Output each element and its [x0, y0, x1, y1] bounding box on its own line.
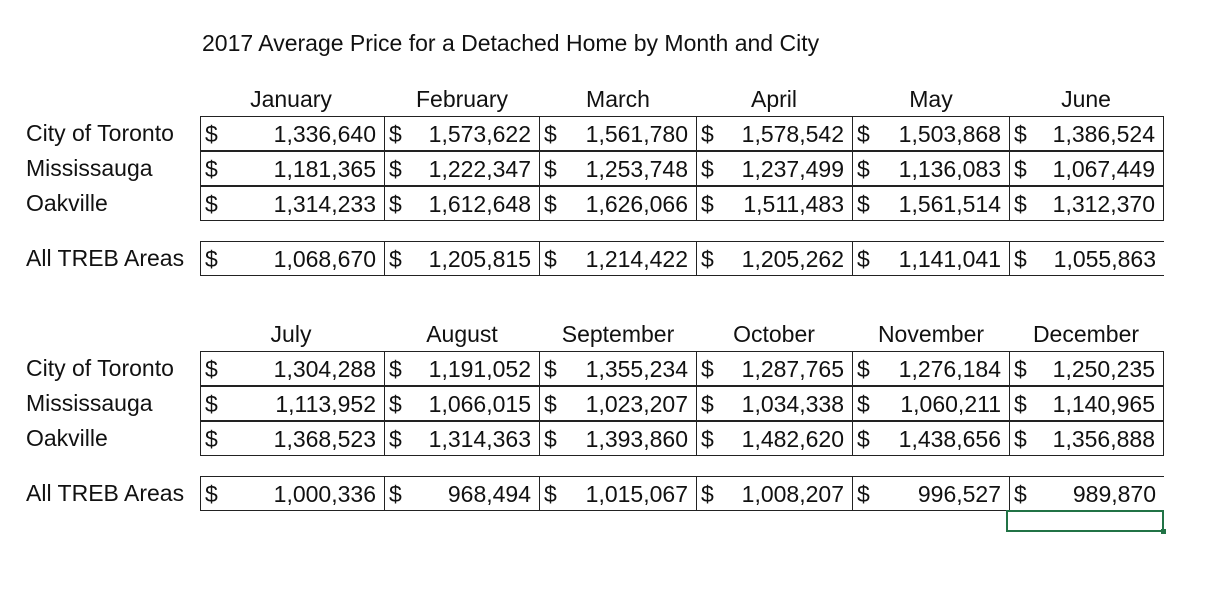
city-row-cell[interactable]	[697, 186, 853, 221]
city-row-cell[interactable]	[385, 421, 540, 456]
month-header: January	[250, 86, 332, 112]
price-value: 1,386,524	[1052, 121, 1155, 147]
city-row-cell[interactable]	[853, 151, 1010, 186]
currency-symbol: $	[701, 156, 714, 182]
currency-symbol: $	[857, 191, 870, 217]
total-row-cell[interactable]	[853, 476, 1010, 511]
currency-symbol: $	[205, 391, 218, 417]
currency-symbol: $	[701, 391, 714, 417]
price-value: 1,222,347	[428, 156, 531, 182]
currency-symbol: $	[205, 356, 218, 382]
price-value: 1,561,780	[585, 121, 688, 147]
currency-symbol: $	[857, 156, 870, 182]
city-row-cell[interactable]	[1010, 151, 1164, 186]
city-row-cell[interactable]	[853, 116, 1010, 151]
currency-symbol: $	[389, 426, 402, 452]
price-value: 1,355,234	[585, 356, 688, 382]
currency-symbol: $	[857, 121, 870, 147]
total-row-cell[interactable]	[540, 476, 697, 511]
currency-symbol: $	[857, 481, 870, 507]
price-value: 1,034,338	[741, 391, 844, 417]
currency-symbol: $	[857, 246, 870, 272]
price-value: 1,573,622	[428, 121, 531, 147]
price-value: 968,494	[447, 481, 531, 507]
month-header: November	[877, 321, 985, 347]
month-header: December	[1032, 321, 1140, 347]
month-header: August	[426, 321, 498, 347]
price-value: 1,067,449	[1052, 156, 1155, 182]
price-value: 1,237,499	[741, 156, 844, 182]
total-row-cell[interactable]	[1010, 476, 1164, 511]
city-row-cell[interactable]	[853, 351, 1010, 386]
currency-symbol: $	[857, 391, 870, 417]
price-value: 1,113,952	[275, 391, 376, 417]
city-row-cell[interactable]	[385, 386, 540, 421]
currency-symbol: $	[701, 191, 714, 217]
price-value: 1,060,211	[900, 391, 1001, 417]
currency-symbol: $	[857, 426, 870, 452]
city-row-cell[interactable]	[697, 351, 853, 386]
month-header: April	[750, 86, 798, 112]
currency-symbol: $	[205, 426, 218, 452]
price-value: 1,511,483	[743, 191, 844, 217]
total-row-cell[interactable]	[697, 241, 853, 276]
currency-symbol: $	[701, 246, 714, 272]
currency-symbol: $	[1014, 121, 1027, 147]
currency-symbol: $	[544, 391, 557, 417]
city-row-label: City of Toronto	[26, 120, 174, 146]
currency-symbol: $	[389, 246, 402, 272]
price-table	[0, 86, 1224, 281]
city-row-cell[interactable]	[853, 386, 1010, 421]
currency-symbol: $	[389, 191, 402, 217]
price-value: 1,626,066	[585, 191, 688, 217]
price-value: 1,015,067	[585, 481, 688, 507]
currency-symbol: $	[701, 426, 714, 452]
currency-symbol: $	[389, 391, 402, 417]
month-header: May	[909, 86, 953, 112]
city-row-label: Oakville	[26, 425, 108, 451]
total-row-cell[interactable]	[1010, 241, 1164, 276]
price-value: 1,578,542	[741, 121, 844, 147]
currency-symbol: $	[544, 481, 557, 507]
currency-symbol: $	[389, 156, 402, 182]
currency-symbol: $	[544, 121, 557, 147]
price-value: 1,503,868	[898, 121, 1001, 147]
city-row-cell[interactable]	[385, 116, 540, 151]
price-value: 1,140,965	[1052, 391, 1155, 417]
price-value: 1,561,514	[898, 191, 1001, 217]
city-row-cell[interactable]	[1010, 351, 1164, 386]
price-value: 1,205,815	[428, 246, 531, 272]
price-value: 1,023,207	[585, 391, 688, 417]
city-row-cell[interactable]	[540, 151, 697, 186]
price-value: 1,141,041	[898, 246, 1001, 272]
month-header: March	[586, 86, 650, 112]
currency-symbol: $	[389, 356, 402, 382]
price-value: 989,870	[1072, 481, 1156, 507]
currency-symbol: $	[544, 191, 557, 217]
price-value: 1,214,422	[585, 246, 688, 272]
city-row-label: City of Toronto	[26, 355, 174, 381]
price-value: 1,276,184	[898, 356, 1001, 382]
total-row-cell[interactable]	[200, 476, 385, 511]
city-row-cell[interactable]	[1010, 116, 1164, 151]
currency-symbol: $	[389, 121, 402, 147]
city-row-cell[interactable]	[385, 151, 540, 186]
price-value: 996,527	[917, 481, 1001, 507]
month-header: June	[1061, 86, 1111, 112]
city-row-cell[interactable]	[1010, 421, 1164, 456]
price-value: 1,482,620	[741, 426, 844, 452]
city-row-cell[interactable]	[200, 351, 385, 386]
total-row-label: All TREB Areas	[26, 480, 185, 506]
price-value: 1,068,670	[273, 246, 376, 272]
total-row-cell[interactable]	[385, 241, 540, 276]
city-row-cell[interactable]	[385, 186, 540, 221]
price-value: 1,250,235	[1052, 356, 1155, 382]
price-value: 1,368,523	[273, 426, 376, 452]
total-row-cell[interactable]	[385, 476, 540, 511]
currency-symbol: $	[205, 246, 218, 272]
selected-cell[interactable]	[1006, 510, 1164, 532]
currency-symbol: $	[1014, 426, 1027, 452]
city-row-cell[interactable]	[697, 151, 853, 186]
price-value: 1,253,748	[585, 156, 688, 182]
city-row-cell[interactable]	[697, 421, 853, 456]
total-row-cell[interactable]	[697, 476, 853, 511]
currency-symbol: $	[1014, 156, 1027, 182]
currency-symbol: $	[389, 481, 402, 507]
city-row-cell[interactable]	[1010, 386, 1164, 421]
price-value: 1,136,083	[898, 156, 1001, 182]
currency-symbol: $	[701, 356, 714, 382]
currency-symbol: $	[1014, 191, 1027, 217]
price-value: 1,356,888	[1052, 426, 1155, 452]
price-value: 1,304,288	[273, 356, 376, 382]
city-row-label: Mississauga	[26, 155, 153, 181]
city-row-cell[interactable]	[200, 386, 385, 421]
total-row-cell[interactable]	[853, 241, 1010, 276]
price-value: 1,612,648	[428, 191, 531, 217]
total-row-label: All TREB Areas	[26, 245, 185, 271]
currency-symbol: $	[1014, 356, 1027, 382]
price-value: 1,205,262	[741, 246, 844, 272]
currency-symbol: $	[544, 156, 557, 182]
currency-symbol: $	[1014, 481, 1027, 507]
city-row-cell[interactable]	[385, 351, 540, 386]
currency-symbol: $	[205, 121, 218, 147]
currency-symbol: $	[857, 356, 870, 382]
month-header: July	[270, 321, 312, 347]
city-row-cell[interactable]	[540, 421, 697, 456]
city-row-cell[interactable]	[200, 421, 385, 456]
city-row-cell[interactable]	[1010, 186, 1164, 221]
price-value: 1,312,370	[1052, 191, 1155, 217]
city-row-cell[interactable]	[697, 116, 853, 151]
city-row-cell[interactable]	[200, 151, 385, 186]
price-value: 1,314,363	[428, 426, 531, 452]
price-value: 1,181,365	[273, 156, 376, 182]
currency-symbol: $	[701, 481, 714, 507]
price-value: 1,000,336	[273, 481, 376, 507]
city-row-cell[interactable]	[697, 386, 853, 421]
currency-symbol: $	[544, 356, 557, 382]
currency-symbol: $	[544, 246, 557, 272]
currency-symbol: $	[205, 191, 218, 217]
city-row-cell[interactable]	[540, 116, 697, 151]
price-value: 1,055,863	[1053, 246, 1156, 272]
currency-symbol: $	[1014, 246, 1027, 272]
price-value: 1,314,233	[273, 191, 376, 217]
city-row-label: Mississauga	[26, 390, 153, 416]
total-row-cell[interactable]	[540, 241, 697, 276]
sheet-title: 2017 Average Price for a Detached Home by Month and City	[202, 30, 820, 56]
price-value: 1,336,640	[273, 121, 376, 147]
price-table	[0, 321, 1224, 516]
total-row-cell[interactable]	[200, 241, 385, 276]
month-header: September	[561, 321, 675, 347]
currency-symbol: $	[1014, 391, 1027, 417]
price-value: 1,066,015	[428, 391, 531, 417]
city-row-cell[interactable]	[540, 386, 697, 421]
currency-symbol: $	[205, 156, 218, 182]
city-row-cell[interactable]	[853, 421, 1010, 456]
currency-symbol: $	[544, 426, 557, 452]
city-row-cell[interactable]	[200, 186, 385, 221]
city-row-cell[interactable]	[540, 351, 697, 386]
price-value: 1,393,860	[585, 426, 688, 452]
city-row-label: Oakville	[26, 190, 108, 216]
city-row-cell[interactable]	[853, 186, 1010, 221]
month-header: February	[415, 86, 509, 112]
currency-symbol: $	[701, 121, 714, 147]
city-row-cell[interactable]	[540, 186, 697, 221]
month-header: October	[733, 321, 815, 347]
price-value: 1,191,052	[428, 356, 531, 382]
price-value: 1,287,765	[741, 356, 844, 382]
city-row-cell[interactable]	[200, 116, 385, 151]
price-value: 1,008,207	[741, 481, 844, 507]
currency-symbol: $	[205, 481, 218, 507]
price-value: 1,438,656	[898, 426, 1001, 452]
